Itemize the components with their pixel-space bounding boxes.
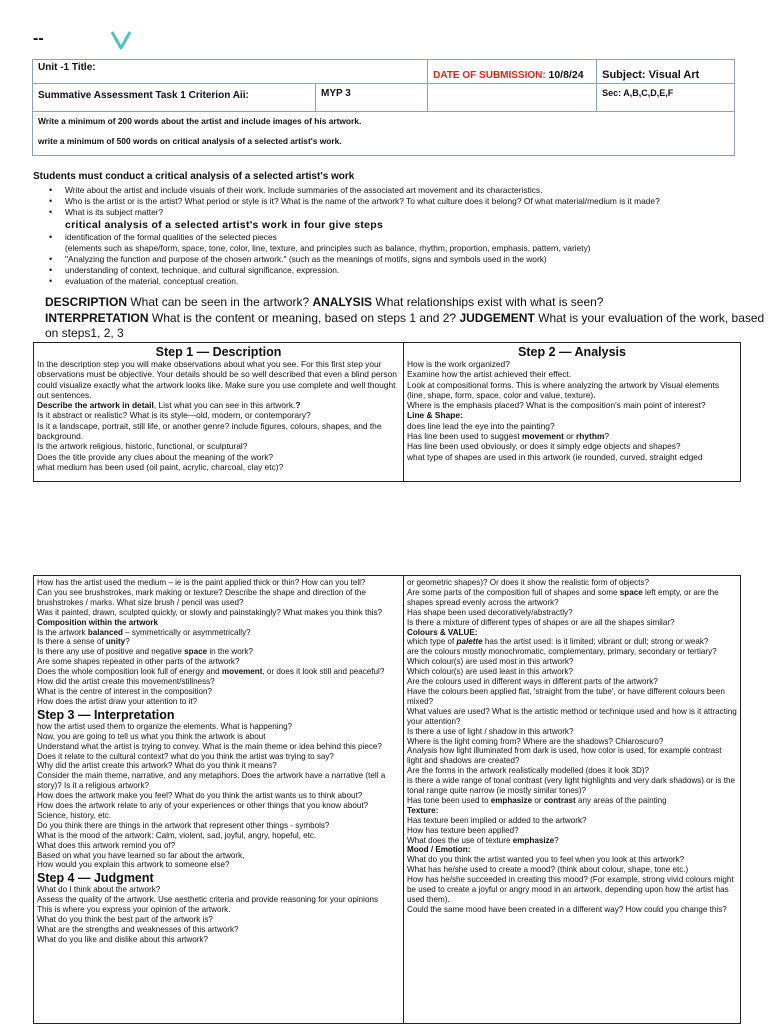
left-emphasis: movement <box>221 667 263 677</box>
left-text: Is there a sense of <box>37 637 106 647</box>
right-line: Could the same mood have been created in a different way? How could you change this? <box>407 904 727 914</box>
right-line: are the colours mostly monochromatic, complementary, primary, secondary or tertiary? <box>407 647 717 657</box>
sec-cell <box>597 84 735 112</box>
judgement-keyword: JUDGEMENT <box>459 310 535 325</box>
right-text: Are some parts of the composition full of shapes and some <box>407 587 620 597</box>
right-line: Is there a mixture of different types of shapes or are all the shapes similar? <box>407 617 675 627</box>
step1-paragraph: In the description step you will make observations about what you see. For this first step your observations must be objective. Your details should be so well described that even a blind person could visualize exactly what the artwork looks like. Make sure you use complete and well thought out sentences. <box>37 359 397 400</box>
myp-label: MYP 3 <box>321 88 351 99</box>
right-line <box>407 796 737 806</box>
bullet-item: (elements such as shape/form, space, tone, color, line, texture, and principles such as balance, rhythm, proportion, emphasis, pattern, variety) <box>65 242 591 253</box>
right-emphasis: contrast <box>543 795 576 805</box>
step4-line: What do you like and dislike about this artwork? <box>37 934 208 944</box>
bullet-item: • evaluation of the material, conceptual creation. <box>48 276 748 287</box>
left-text: ? <box>125 637 130 647</box>
page-dash: -- <box>33 30 44 47</box>
header-table <box>32 59 735 156</box>
instruction-2: write a minimum of 500 words on critical analysis of a selected artist's work. <box>38 136 342 146</box>
right-column-box <box>403 575 741 1024</box>
step1-text: ? <box>295 400 301 411</box>
step3-line: What is the mood of the artwork: Calm, violent, sad, joyful, angry, hopeful, etc. <box>37 830 317 840</box>
right-text: or <box>532 795 544 805</box>
step1-box <box>33 342 404 482</box>
step2-text: ? <box>604 431 610 442</box>
step3-line: Based on what you have learned so far about the artwork, <box>37 850 245 860</box>
date-value: 10/8/24 <box>548 69 584 81</box>
right-text: ? <box>554 835 559 845</box>
right-line: Where is the light coming from? Where are the shadows? Chiaroscuro? <box>407 736 664 746</box>
mood-emotion-heading: Mood / Emotion: <box>407 845 471 855</box>
left-line: Are some shapes repeated in other parts of the artwork? <box>37 657 240 667</box>
bullet-item: • "Analyzing the function and purpose of the chosen artwork." (such as the meanings of motifs, signs and symbols used in the work) <box>48 254 748 265</box>
right-line: or geometric shapes)? Or does it show the realistic form of objects? <box>407 578 650 587</box>
analysis-keyword: ANALYSIS <box>312 295 373 309</box>
task-cell <box>33 84 316 112</box>
step2-emphasis: movement <box>522 431 564 442</box>
myp-cell <box>316 84 428 112</box>
step2-title: Step 2 — Analysis <box>518 345 626 359</box>
left-emphasis: space <box>184 647 208 657</box>
texture-heading: Texture: <box>407 805 439 815</box>
date-label: DATE OF SUBMISSION: <box>433 70 546 81</box>
right-emphasis: emphasize <box>490 795 533 805</box>
step2-line: Where is the emphasis placed? What is the composition's main point of interest? <box>407 400 706 411</box>
right-text: has the artist used: is it limited; vibrant or dull; strong or weak? <box>482 637 709 647</box>
right-line: is there a wide range of tonal contrast (very light highlights and very dark shadows) or is the tonal range quite narrow (ie mostly similar tones)? <box>407 776 735 796</box>
step3-title: Step 3 — Interpretation <box>37 707 175 722</box>
step4-line: What are the strengths and weaknesses of this artwork? <box>37 925 239 934</box>
bullet-item: • understanding of context, technique, and cultural significance, expression. <box>48 265 748 276</box>
step2-line: How is the work organized? <box>407 359 510 369</box>
step3-line: Now, you are going to tell us what you think the artwork is about <box>37 731 266 741</box>
step2-line <box>407 431 737 441</box>
step2-box <box>403 342 741 482</box>
right-emphasis: emphasize <box>512 835 555 845</box>
summary-line-2 <box>45 311 765 327</box>
right-line: Analysis how light illuminated from dark is used, how color is used, for example contrast light and shadows are created? <box>407 746 722 766</box>
left-text: in the work? <box>207 647 253 657</box>
empty-cell <box>428 84 597 112</box>
step2-line: Examine how the artist achieved their effect. <box>407 369 572 380</box>
line-shape-heading: Line & Shape: <box>407 410 463 421</box>
step3-line: How would you explain this artwork to someone else? <box>37 860 230 870</box>
date-cell <box>428 60 597 84</box>
step1-text: , List what you can see in this artwork. <box>153 400 296 411</box>
step3-line: Consider the main theme, narrative, and any metaphors. Does the artwork have a narrative (tell a story)? Is it a religious artwork? <box>37 771 386 791</box>
intro-bullets <box>48 185 748 288</box>
unit-title: Unit -1 Title: <box>38 62 96 73</box>
bullet-item: • Who is the artist or is the artist? What period or style is it? What is the name of the artwork? To what culture does it belong? Of what material/medium is it made? <box>48 196 748 207</box>
right-text: which type of <box>407 637 457 647</box>
right-line: Are the forms in the artwork realistically modelled (does it look 3D)? <box>407 766 650 776</box>
right-line: How has he/she succeeded in creating this mood? (For example, strong vivid colours might be used to create a joyful or angry mood in an artwork, depending upon how the artist has used them). <box>407 875 734 904</box>
right-text: What does the use of texture <box>407 835 513 845</box>
instructions-cell <box>33 112 735 156</box>
step2-line: does line lead the eye into the painting? <box>407 420 555 431</box>
step1-line: Does the title provide any clues about the meaning of the work? <box>37 451 274 462</box>
step1-line: Is the artwork religious, historic, functional, or sculptural? <box>37 441 248 452</box>
v-logo-icon <box>110 30 132 50</box>
step3-line: Why did the artist create this artwork? What do you think it means? <box>37 761 277 771</box>
left-emphasis: balanced <box>87 627 123 637</box>
step3-line: How does the artwork relate to any of your experiences or other things that you know about? Science, history, etc. <box>37 801 369 820</box>
right-emphasis: space <box>619 587 643 597</box>
subject-cell <box>597 60 735 84</box>
left-line <box>37 667 400 687</box>
right-line: What do you think the artist wanted you to feel when you look at this artwork? <box>407 855 685 865</box>
task-label: Summative Assessment Task 1 Criterion Aii: <box>38 90 249 101</box>
sec-label: Sec: A,B,C,D,E,F <box>602 88 674 98</box>
left-line: What is the centre of interest in the composition? <box>37 686 213 696</box>
step2-emphasis: rhythm <box>576 431 605 442</box>
step1-line: what medium has been used (oil paint, acrylic, charcoal, clay etc)? <box>37 461 284 472</box>
step2-text: or <box>563 431 577 442</box>
left-text: Is there any use of positive and negative <box>37 647 185 657</box>
step4-title: Step 4 — Judgment <box>37 871 154 886</box>
right-line: What has he/she used to create a mood? (think about colour, shape, tone etc.) <box>407 865 689 875</box>
left-line: Can you see brushstrokes, mark making or texture? Describe the shape and direction of the brushstrokes / marks. What size brush / pencil was used? <box>37 587 366 607</box>
right-text: any areas of the painting <box>575 795 667 805</box>
left-line: Was it painted, drawn, sculpted quickly, or slowly and painstakingly? What makes you think this? <box>37 607 383 617</box>
step2-text: Has line been used to suggest <box>407 431 523 442</box>
step3-line: Understand what the artist is trying to convey. What is the main theme or idea behind this piece? Does it relate to the cultural context? what do you think the artist was trying to say? <box>37 741 382 761</box>
right-line <box>407 836 737 846</box>
step1-line: Is it a landscape, portrait, still life, or another genre? include figures, colours, shapes, and the background. <box>37 420 382 442</box>
subject: Subject: Visual Art <box>602 69 700 81</box>
left-text: – symmetrically or asymmetrically? <box>122 627 251 637</box>
left-text: , or does it look still and peaceful? How did the artist create this movement/stillness? <box>37 667 385 687</box>
step3-line: How does the artwork make you feel? What do you think the artist wants us to think about? <box>37 791 363 801</box>
right-line: Is there a use of light / shadow in this artwork? <box>407 726 574 736</box>
description-keyword: DESCRIPTION <box>45 295 128 309</box>
summary-text: What is your evaluation of the work, based <box>534 310 765 325</box>
right-line: Has shape been used decoratively/abstractly? <box>407 607 573 617</box>
step2-line: what type of shapes are used in this artwork (ie rounded, curved, straight edged <box>407 451 703 462</box>
left-line <box>37 637 400 647</box>
left-line <box>37 628 400 638</box>
summary-text: What is the content or meaning, based on steps 1 and 2? <box>148 310 460 325</box>
right-text: left empty, or are the shapes spread evenly across the artwork? <box>407 587 719 607</box>
colours-value-heading: Colours & VALUE: <box>407 627 478 637</box>
instruction-1: Write a minimum of 200 words about the artist and include images of his artwork. <box>38 116 362 126</box>
interpretation-keyword: INTERPRETATION <box>45 310 149 325</box>
intro-heading: Students must conduct a critical analysis of a selected artist's work <box>33 171 355 182</box>
right-emphasis: palette <box>456 637 483 647</box>
steps-summary <box>45 295 765 342</box>
right-line <box>407 637 737 647</box>
left-line: How has the artist used the medium – ie is the paint applied thick or thin? How can you tell? <box>37 578 366 587</box>
left-emphasis: unity <box>105 637 126 647</box>
right-line: Which colour(s) are used least in this artwork? <box>407 667 573 677</box>
left-column-box <box>33 575 404 1024</box>
summary-text: What can be seen in the artwork? <box>127 295 313 309</box>
bullet-item: • Write about the artist and include visuals of their work. Include summaries of the associated art movement and its characteristics. <box>48 185 748 196</box>
left-text: Does the whole composition look full of energy and <box>37 667 222 677</box>
step3-line: Do you think there are things in the artwork that represent other things - symbols? <box>37 820 330 830</box>
right-line: Which colour(s) are used most in this artwork? <box>407 657 574 667</box>
right-text: Has tone been used to <box>407 795 491 805</box>
right-line <box>407 588 737 608</box>
step2-line: Has line been used obviously, or does it simply edge objects and shapes? <box>407 441 681 452</box>
step4-line: What do I think about the artwork? <box>37 885 161 895</box>
composition-heading: Composition within the artwork <box>37 617 158 627</box>
step2-line: Look at compositional forms. This is where analyzing the artwork by Visual elements (line, shape, form, space, color and value, texture). <box>407 379 720 400</box>
right-line: How has texture been applied? <box>407 825 519 835</box>
step4-line: This is where you express your opinion of the artwork. <box>37 905 231 915</box>
right-line: Have the colours been applied flat, 'straight from the tube', or have different colours been mixed? <box>407 686 725 706</box>
step4-line: What do you think the best part of the artwork is? <box>37 915 213 925</box>
right-line: Has texture been implied or added to the artwork? <box>407 815 587 825</box>
step1-emphasis: Describe the artwork in detail <box>37 400 154 411</box>
right-line: What values are used? What is the artistic method or technique used and how is it attracting your attention? <box>407 706 737 726</box>
left-line <box>37 647 400 657</box>
summary-line-3: on steps1, 2, 3 <box>45 326 124 340</box>
bullet-item: • What is its subject matter? <box>48 207 748 218</box>
summary-line-1 <box>45 295 765 311</box>
bullet-item: • identification of the formal qualities of the selected pieces <box>48 232 748 243</box>
step1-title: Step 1 — Description <box>155 345 282 359</box>
bullet-subheading: critical analysis of a selected artist's work in four give steps <box>65 218 384 231</box>
right-line: Are the colours used in different ways in different parts of the artwork? <box>407 677 658 687</box>
left-text: Is the artwork <box>37 627 88 637</box>
step4-line: Assess the quality of the artwork. Use aesthetic criteria and provide reasoning for your opinions <box>37 895 379 905</box>
step3-line: What does this artwork remind you of? <box>37 840 176 850</box>
unit-title-cell <box>33 60 428 84</box>
left-line: How does the artist draw your attention to it? <box>37 696 198 706</box>
summary-text: What relationships exist with what is seen? <box>372 295 604 309</box>
step1-line: Is it abstract or realistic? What is its style—old, modern, or contemporary? <box>37 410 311 421</box>
step1-line <box>37 400 400 410</box>
step3-line: how the artist used them to organize the elements. What is happening? <box>37 721 293 731</box>
